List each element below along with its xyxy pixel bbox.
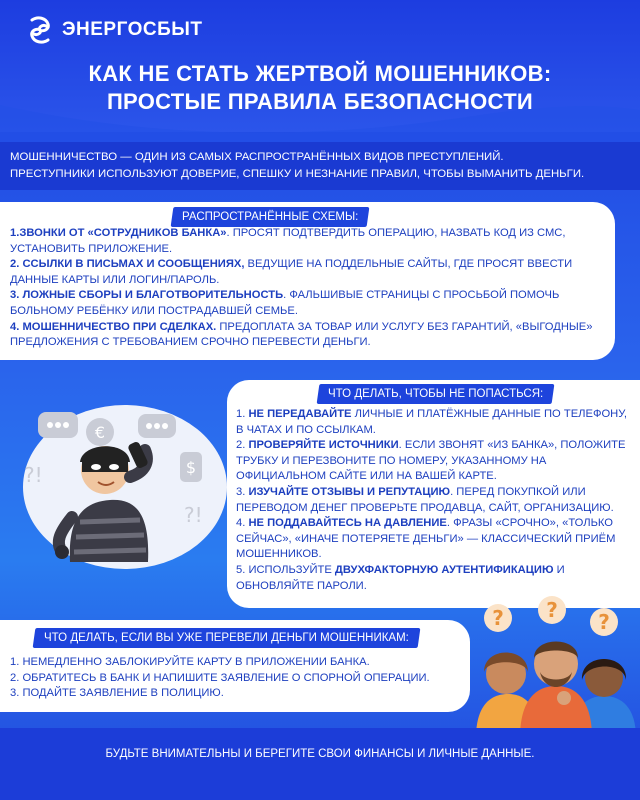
question-icon: [484, 604, 512, 632]
question-icon: [538, 596, 566, 624]
question-icon: [590, 608, 618, 636]
list-item: 2. ПРОВЕРЯЙТЕ ИСТОЧНИКИ. ЕСЛИ ЗВОНЯТ «ИЗ БАНКА», ПОЛОЖИТЕ ТРУБКУ И ПЕРЕЗВОНИТЕ ПО НОМЕРУ, УКАЗАННОМУ НА ОФИЦИАЛЬНОМ САЙТЕ ИЛИ НА ВАШЕЙ КАРТЕ.: [236, 439, 626, 483]
people-illustration: [468, 596, 640, 738]
svg-text:$: $: [185, 458, 197, 477]
prevention-list: [236, 407, 631, 594]
svg-text:€: €: [94, 423, 106, 442]
list-item: 3. ПОДАЙТЕ ЗАЯВЛЕНИЕ В ПОЛИЦИЮ.: [10, 687, 224, 699]
list-item: 1.ЗВОНКИ ОТ «СОТРУДНИКОВ БАНКА». ПРОСЯТ ПОДТВЕРДИТЬ ОПЕРАЦИЮ, НАЗВАТЬ КОД ИЗ СМС, УСТАНОВИТЬ ПРИЛОЖЕНИЕ.: [10, 227, 566, 255]
svg-text:?: ?: [546, 598, 558, 622]
brand-name: ЭНЕРГОСБЫТ: [62, 19, 203, 40]
list-item: 3. ИЗУЧАЙТЕ ОТЗЫВЫ И РЕПУТАЦИЮ. ПЕРЕД ПОКУПКОЙ ИЛИ ПЕРЕВОДОМ ДЕНЕГ ПРОВЕРЬТЕ ПРОДАВЦА, САЙТ, ОРГАНИЗАЦИЮ.: [236, 485, 614, 514]
brand-logo: [24, 14, 202, 46]
list-item: 4. МОШЕННИЧЕСТВО ПРИ СДЕЛКАХ. ПРЕДОПЛАТА ЗА ТОВАР ИЛИ УСЛУГУ БЕЗ ГАРАНТИЙ, «ВЫГОДНЫЕ» ПРЕДЛОЖЕНИЯ С ТРЕБОВАНИЕМ СРОЧНО ПЕРЕВЕСТИ ДЕНЬГИ.: [10, 320, 593, 349]
list-item: 2. ОБРАТИТЕСЬ В БАНК И НАПИШИТЕ ЗАЯВЛЕНИЕ О СПОРНОЙ ОПЕРАЦИИ.: [10, 671, 430, 684]
prevention-heading: ЧТО ДЕЛАТЬ, ЧТОБЫ НЕ ПОПАСТЬСЯ:: [317, 384, 555, 404]
svg-text:?: ?: [492, 606, 504, 630]
svg-text:?: ?: [598, 610, 610, 634]
title-line-1: КАК НЕ СТАТЬ ЖЕРТВОЙ МОШЕННИКОВ:: [88, 61, 552, 86]
intro-line-2: ПРЕСТУПНИКИ ИСПОЛЬЗУЮТ ДОВЕРИЕ, СПЕШКУ И НЕЗНАНИЕ ПРАВИЛ, ЧТОБЫ ВЫМАНИТЬ ДЕНЬГИ.: [10, 168, 585, 180]
footer: [0, 728, 640, 800]
logo-icon: [24, 14, 56, 46]
title-line-2: ПРОСТЫЕ ПРАВИЛА БЕЗОПАСНОСТИ: [106, 89, 534, 114]
alarm-icon: ?!: [184, 503, 203, 527]
list-item: 1. НЕМЕДЛЕННО ЗАБЛОКИРУЙТЕ КАРТУ В ПРИЛОЖЕНИИ БАНКА.: [10, 656, 370, 668]
schemes-list: [10, 226, 600, 351]
after-heading: ЧТО ДЕЛАТЬ, ЕСЛИ ВЫ УЖЕ ПЕРЕВЕЛИ ДЕНЬГИ МОШЕННИКАМ:: [33, 628, 421, 648]
after-list: [10, 655, 460, 702]
footer-text: БУДЬТЕ ВНИМАТЕЛЬНЫ И БЕРЕГИТЕ СВОИ ФИНАНСЫ И ЛИЧНЫЕ ДАННЫЕ.: [105, 748, 535, 760]
list-item: 2. ССЫЛКИ В ПИСЬМАХ И СООБЩЕНИЯХ, ВЕДУЩИЕ НА ПОДДЕЛЬНЫЕ САЙТЫ, ГДЕ ПРОСЯТ ВВЕСТИ ДАННЫЕ КАРТЫ ИЛИ ЛОГИН/ПАРОЛЬ.: [10, 258, 573, 286]
intro-banner: [0, 142, 640, 190]
alarm-icon: ?!: [24, 463, 43, 487]
list-item: 1. НЕ ПЕРЕДАВАЙТЕ ЛИЧНЫЕ И ПЛАТЁЖНЫЕ ДАННЫЕ ПО ТЕЛЕФОНУ, В ЧАТАХ И ПО ССЫЛКАМ.: [236, 408, 627, 436]
thief-illustration: [20, 392, 230, 572]
intro-line-1: МОШЕННИЧЕСТВО — ОДИН ИЗ САМЫХ РАСПРОСТРАНЁННЫХ ВИДОВ ПРЕСТУПЛЕНИЙ.: [10, 151, 504, 163]
list-item: 5. ИСПОЛЬЗУЙТЕ ДВУХФАКТОРНУЮ АУТЕНТИФИКАЦИЮ И ОБНОВЛЯЙТЕ ПАРОЛИ.: [236, 563, 565, 592]
page-title: [0, 60, 640, 116]
list-item: 3. ЛОЖНЫЕ СБОРЫ И БЛАГОТВОРИТЕЛЬНОСТЬ. ФАЛЬШИВЫЕ СТРАНИЦЫ С ПРОСЬБОЙ ПОМОЧЬ БОЛЬНОМУ РЕБЁНКУ ИЛИ ПОСТРАДАВШЕЙ СЕМЬЕ.: [10, 289, 560, 317]
list-item: 4. НЕ ПОДДАВАЙТЕСЬ НА ДАВЛЕНИЕ. ФРАЗЫ «СРОЧНО», «ТОЛЬКО СЕЙЧАС», «ИНАЧЕ ПОТЕРЯЕТЕ ДЕНЬГИ» — КЛАССИЧЕСКИЙ ПРИЁМ МОШЕННИКОВ.: [236, 517, 616, 561]
schemes-heading: РАСПРОСТРАНЁННЫЕ СХЕМЫ:: [171, 207, 370, 227]
